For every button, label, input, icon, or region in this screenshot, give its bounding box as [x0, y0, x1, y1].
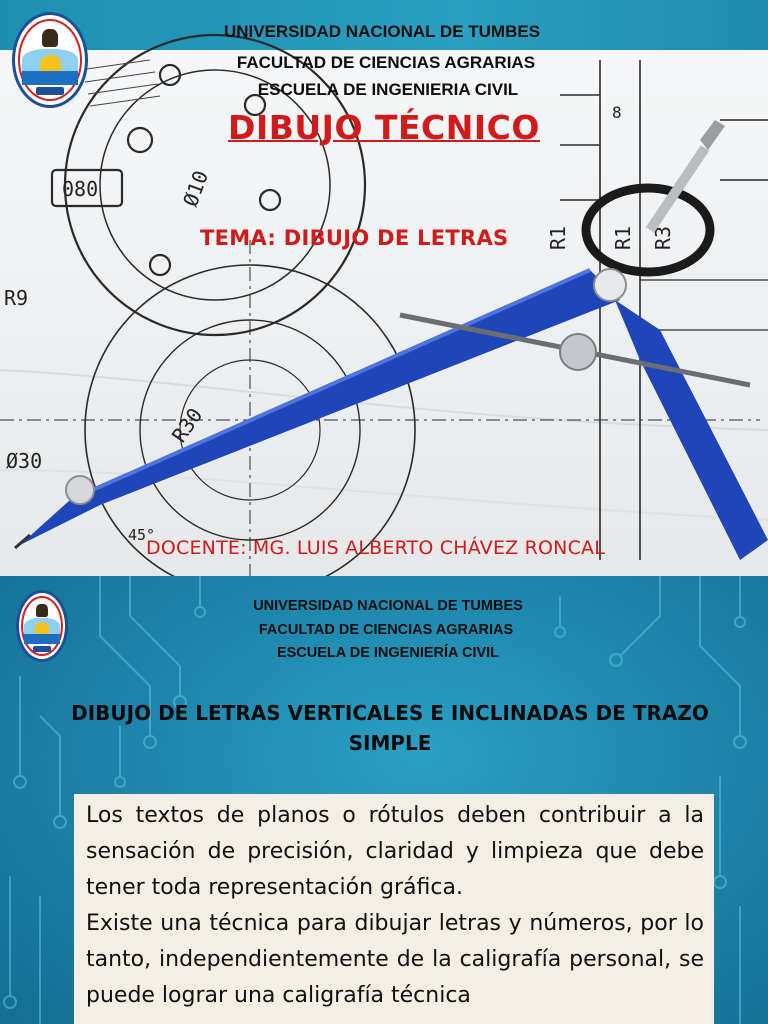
university-name: UNIVERSIDAD NACIONAL DE TUMBES	[223, 22, 541, 41]
text-box	[74, 794, 714, 1024]
school-name: ESCUELA DE INGENIERIA CIVIL	[257, 80, 519, 99]
dim-label-45: 45°	[128, 526, 156, 544]
dim-label-o10: Ø10	[178, 167, 214, 210]
dim-label-r1a: R1	[546, 225, 570, 250]
school-name-2: ESCUELA DE INGENIERÍA CIVIL	[276, 645, 500, 661]
dim-label-8: 8	[612, 103, 622, 122]
paragraph-2: Existe una técnica para dibujar letras y números, por lo tanto, independientemente de la caligrafía personal, se puede lograr una caligrafía técnica	[86, 911, 704, 1008]
dim-label-r9: R9	[4, 286, 29, 310]
section-heading: DIBUJO DE LETRAS VERTICALES E INCLINADAS DE TRAZO SIMPLE	[71, 701, 709, 755]
dim-label-r30: R30	[166, 403, 208, 447]
faculty-name-2: FACULTAD DE CIENCIAS AGRARIAS	[258, 622, 514, 638]
dim-label-o30: Ø30	[6, 449, 43, 473]
paragraph-1: Los textos de planos o rótulos deben contribuir a la sensación de precisión, claridad y limpieza que debe tener toda representación gráfica.	[86, 803, 704, 900]
course-title: DIBUJO TÉCNICO	[228, 108, 540, 147]
university-name-2: UNIVERSIDAD NACIONAL DE TUMBES	[253, 598, 523, 614]
faculty-name: FACULTAD DE CIENCIAS AGRARIAS	[236, 53, 536, 72]
teacher-name: DOCENTE: MG. LUIS ALBERTO CHÁVEZ RONCAL	[146, 537, 606, 559]
slide-2	[0, 576, 768, 1024]
dim-label-080: 080	[62, 177, 99, 201]
dim-label-r3: R3	[651, 225, 675, 250]
topic-title: TEMA: DIBUJO DE LETRAS	[200, 226, 509, 250]
dim-label-r1b: R1	[611, 225, 635, 250]
